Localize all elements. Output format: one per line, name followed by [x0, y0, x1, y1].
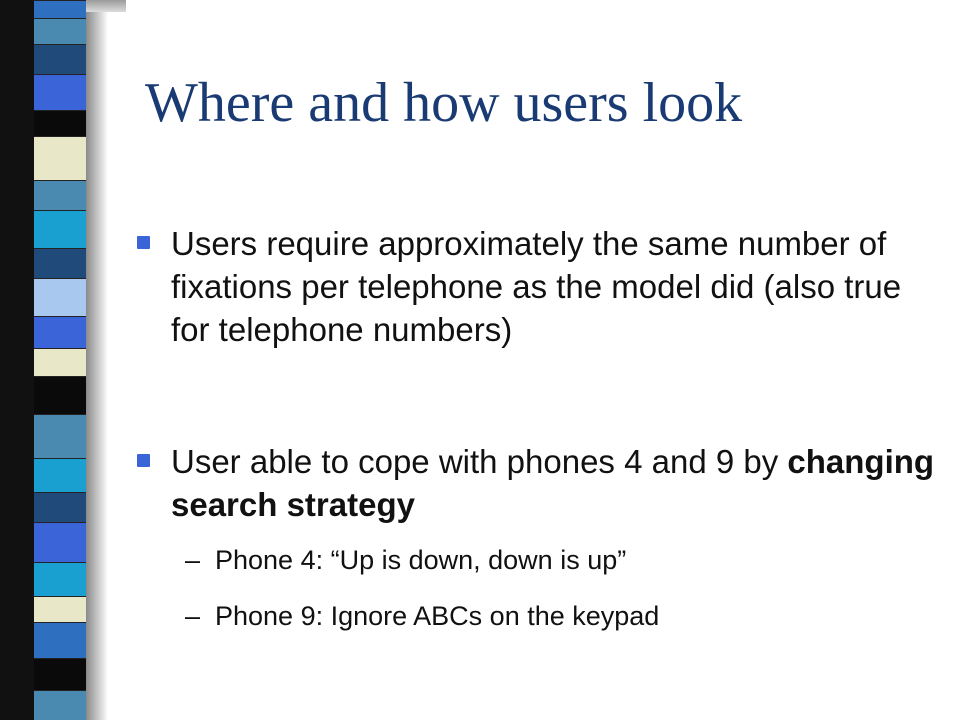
strip-block-dark — [0, 316, 34, 348]
sub-bullet-dash: – — [185, 545, 201, 575]
strip-block-dark — [0, 44, 34, 74]
strip-block-edge — [34, 18, 86, 19]
strip-block — [0, 492, 86, 522]
strip-block-color — [34, 278, 86, 316]
strip-block-edge — [34, 0, 86, 1]
strip-block-dark — [0, 74, 34, 110]
strip-block-color — [34, 348, 86, 376]
strip-block-dark — [0, 376, 34, 414]
strip-block-color — [34, 562, 86, 596]
bullet-text-2 — [171, 440, 947, 526]
strip-block-color — [34, 658, 86, 690]
strip-block — [0, 74, 86, 110]
strip-block-color — [34, 414, 86, 458]
strip-block-dark — [0, 18, 34, 44]
strip-block — [0, 458, 86, 492]
strip-block-edge — [34, 74, 86, 75]
strip-block — [0, 136, 86, 180]
strip-block-color — [34, 136, 86, 180]
strip-block-color — [34, 74, 86, 110]
strip-block-dark — [0, 0, 34, 18]
strip-block-edge — [34, 562, 86, 563]
strip-block-edge — [34, 348, 86, 349]
strip-block-dark — [0, 414, 34, 458]
bullet-item-2 — [137, 440, 947, 526]
strip-block-edge — [34, 414, 86, 415]
strip-block-dark — [0, 622, 34, 658]
strip-block-dark — [0, 522, 34, 562]
strip-block — [0, 562, 86, 596]
strip-block-color — [34, 210, 86, 248]
bullet-text-2-plain: User able to cope with phones 4 and 9 by — [171, 443, 788, 480]
strip-block — [0, 210, 86, 248]
strip-block-dark — [0, 180, 34, 210]
strip-block-edge — [34, 658, 86, 659]
sub-bullet-dash: – — [185, 601, 201, 631]
strip-block — [0, 522, 86, 562]
strip-block-edge — [34, 522, 86, 523]
strip-block-dark — [0, 278, 34, 316]
strip-block — [0, 596, 86, 622]
strip-block-dark — [0, 458, 34, 492]
strip-block-color — [34, 18, 86, 44]
strip-block-edge — [34, 110, 86, 111]
strip-block — [0, 110, 86, 136]
strip-block-dark — [0, 248, 34, 278]
strip-shadow — [86, 0, 108, 720]
strip-block-color — [34, 376, 86, 414]
bullet-item-1 — [137, 222, 947, 351]
strip-block-dark — [0, 492, 34, 522]
bullet-text-1: Users require approximately the same number of fixations per telephone as the model did (also true for telephone numbers) — [171, 225, 902, 348]
strip-block — [0, 0, 86, 18]
strip-block — [0, 658, 86, 690]
sub-bullet-1 — [185, 543, 945, 577]
strip-block-color — [34, 458, 86, 492]
strip-block — [0, 180, 86, 210]
strip-block-dark — [0, 110, 34, 136]
strip-block-edge — [34, 248, 86, 249]
strip-block-color — [34, 44, 86, 74]
strip-block-edge — [34, 458, 86, 459]
strip-block-edge — [34, 376, 86, 377]
strip-block-dark — [0, 136, 34, 180]
strip-block — [0, 248, 86, 278]
sub-bullet-text-1: Phone 4: “Up is down, down is up” — [215, 545, 627, 575]
strip-block-dark — [0, 690, 34, 720]
strip-block-dark — [0, 210, 34, 248]
strip-block-color — [34, 110, 86, 136]
sub-bullet-2 — [185, 599, 945, 633]
slide-title: Where and how users look — [145, 72, 743, 134]
strip-block — [0, 44, 86, 74]
strip-block — [0, 414, 86, 458]
strip-block — [0, 18, 86, 44]
sub-bullet-text-2: Phone 9: Ignore ABCs on the keypad — [215, 601, 660, 631]
strip-block-color — [34, 522, 86, 562]
strip-block-edge — [34, 316, 86, 317]
strip-shadow-top — [86, 0, 126, 12]
strip-block-color — [34, 690, 86, 720]
strip-block-edge — [34, 180, 86, 181]
strip-block — [0, 316, 86, 348]
strip-block-edge — [34, 210, 86, 211]
strip-block-edge — [34, 690, 86, 691]
strip-block-dark — [0, 348, 34, 376]
strip-block-color — [34, 180, 86, 210]
strip-block-color — [34, 0, 86, 18]
strip-block-edge — [34, 136, 86, 137]
strip-block — [0, 690, 86, 720]
strip-block-edge — [34, 596, 86, 597]
strip-block-color — [34, 316, 86, 348]
strip-block-color — [34, 492, 86, 522]
strip-block — [0, 622, 86, 658]
bullet-square-icon — [137, 454, 150, 467]
strip-block-dark — [0, 562, 34, 596]
strip-block-color — [34, 596, 86, 622]
decorative-side-strip — [0, 0, 130, 720]
strip-block-dark — [0, 658, 34, 690]
strip-block — [0, 348, 86, 376]
strip-block-edge — [34, 278, 86, 279]
strip-block-edge — [34, 492, 86, 493]
strip-block-color — [34, 622, 86, 658]
strip-block-edge — [34, 44, 86, 45]
strip-block — [0, 376, 86, 414]
strip-block-color — [34, 248, 86, 278]
strip-block-dark — [0, 596, 34, 622]
strip-block — [0, 278, 86, 316]
bullet-square-icon — [137, 236, 150, 249]
bullet-text-2-emphasis: changing search strategy — [171, 443, 935, 523]
strip-block-edge — [34, 622, 86, 623]
strip-blocks — [0, 0, 86, 720]
